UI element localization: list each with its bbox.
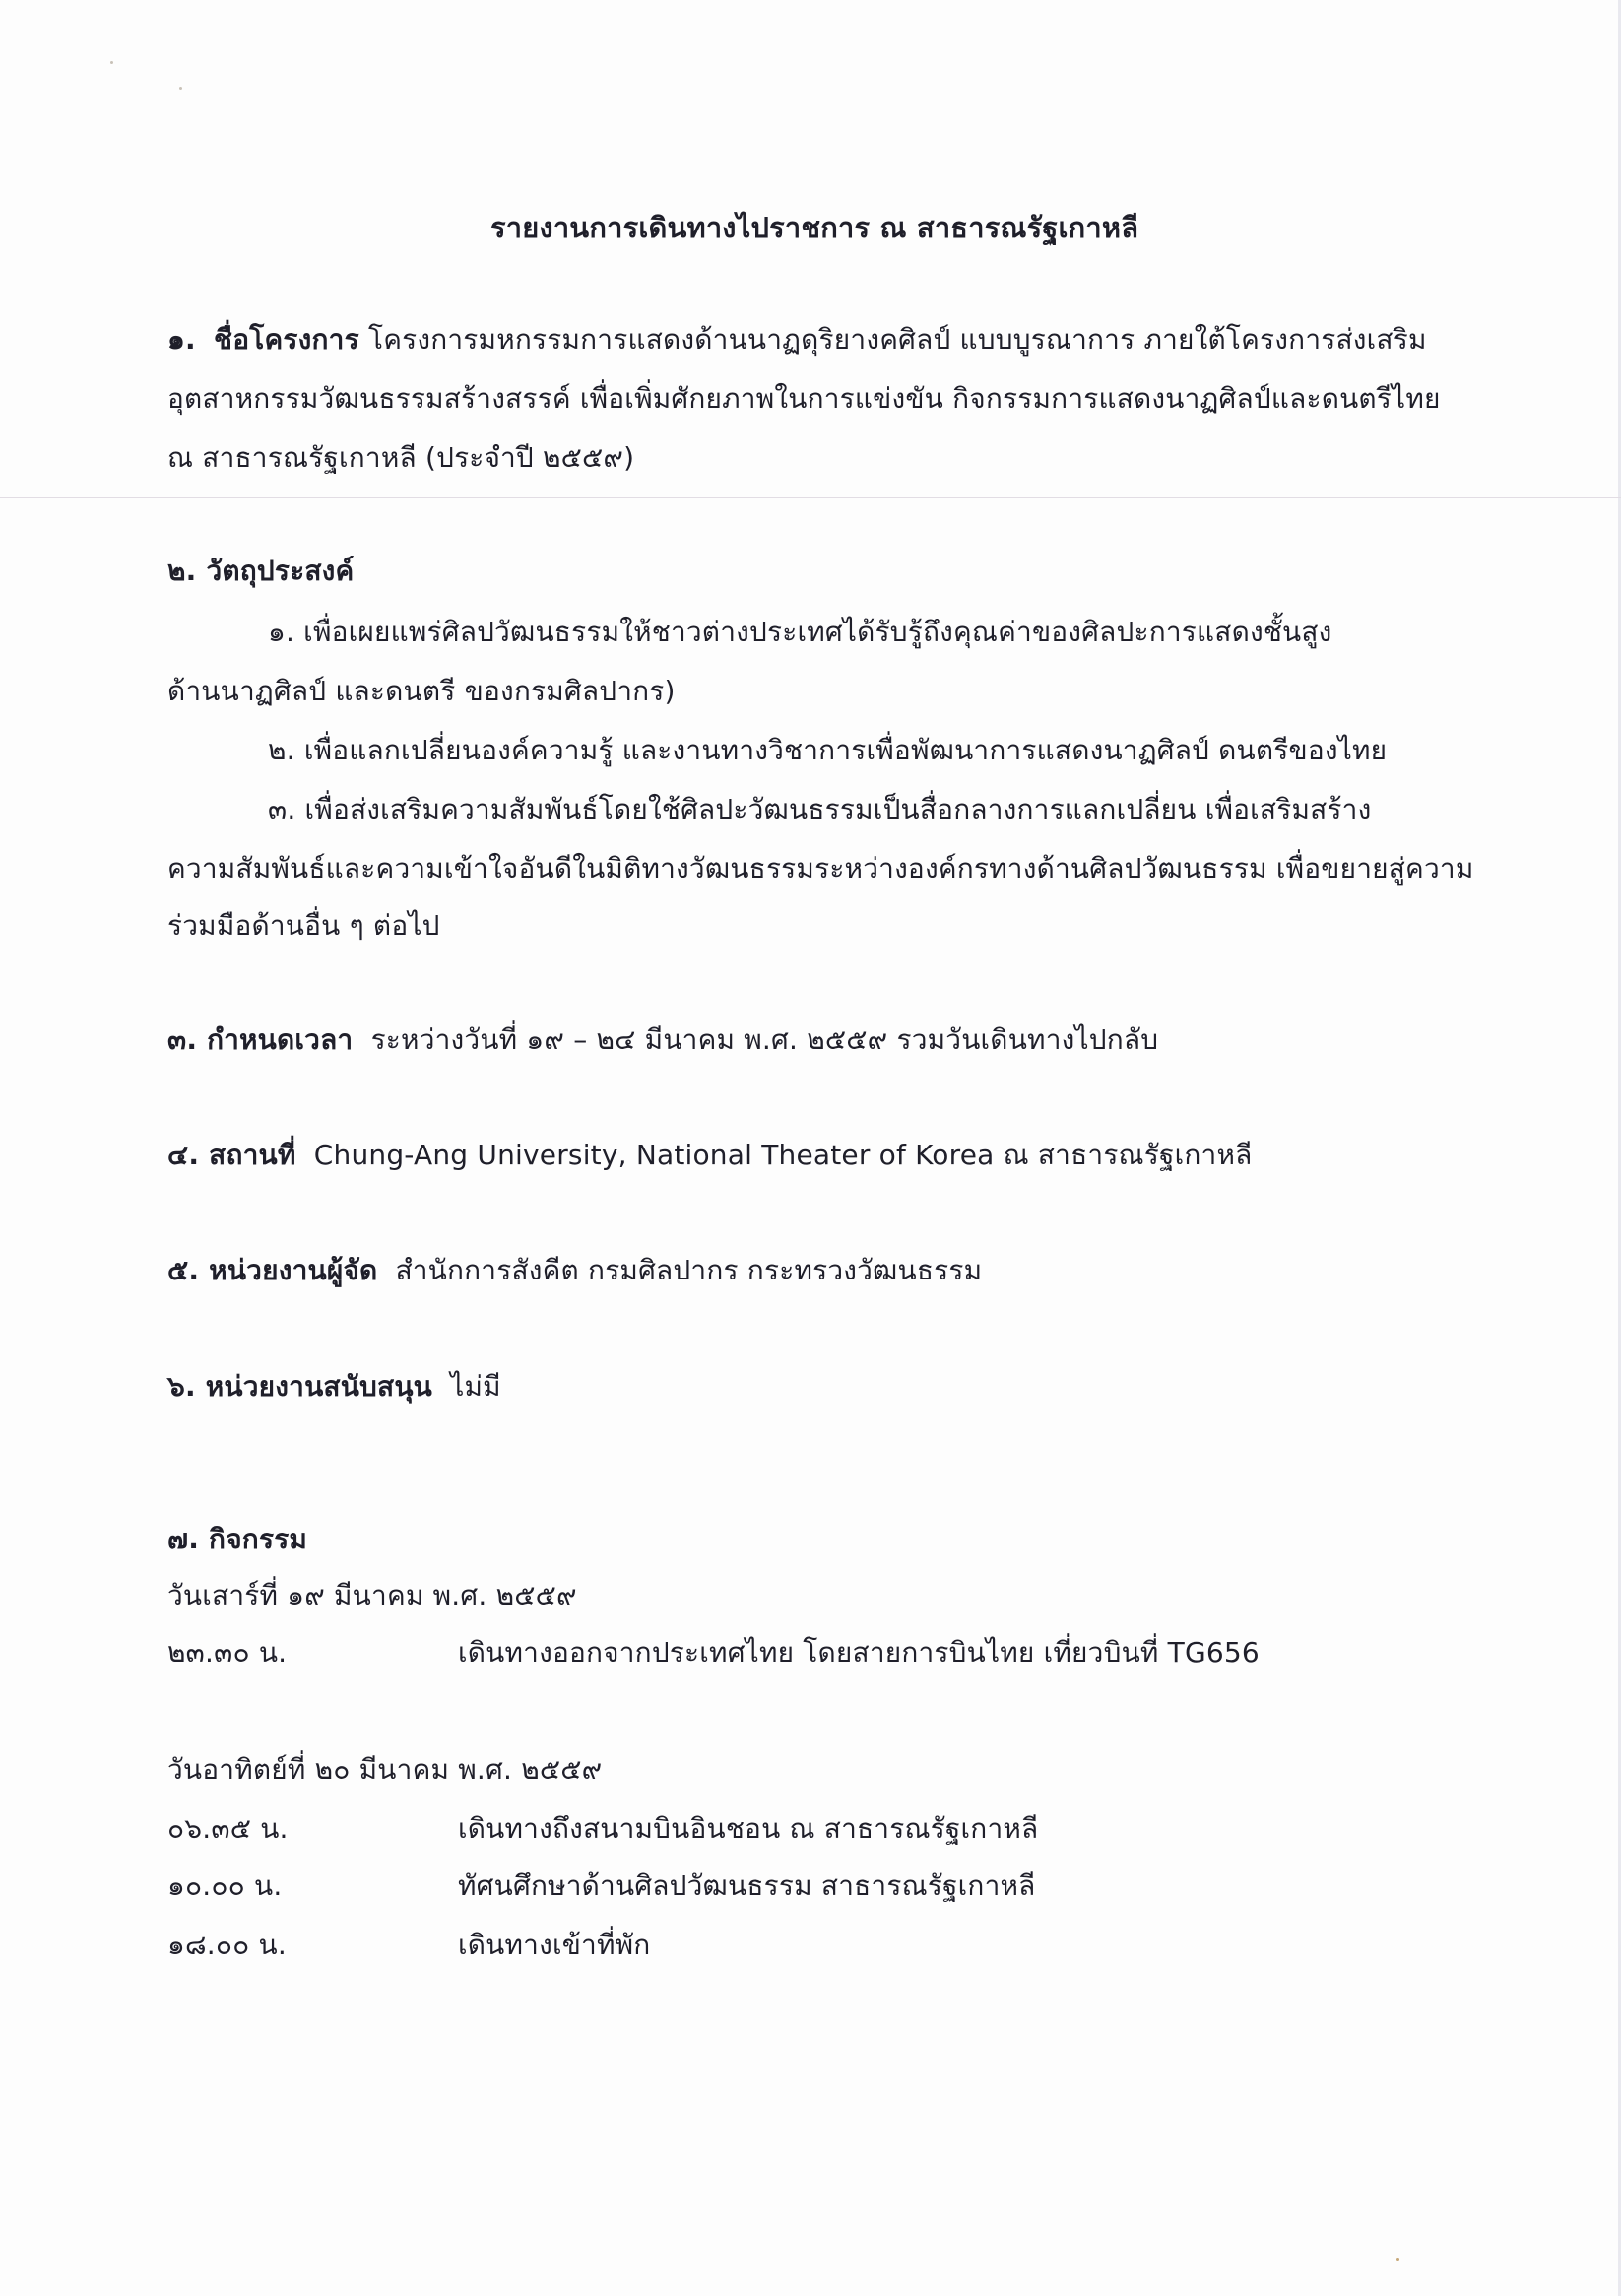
section-1-line-3: ณ สาธารณรัฐเกาหลี (ประจำปี ๒๕๕๙) [167,441,635,474]
objective-2: ๒. เพื่อแลกเปลี่ยนองค์ความรู้ และงานทางวิชาการเพื่อพัฒนาการแสดงนาฏศิลป์ ดนตรีของไทย [268,734,1388,766]
objective-3-line-2: ความสัมพันธ์และความเข้าใจอันดีในมิติทางวัฒนธรรมระหว่างองค์กรทางด้านศิลปวัฒนธรรม เพื่อขยายสู่ความ [167,852,1474,885]
section-6-label: ๖. หน่วยงานสนับสนุน [167,1370,432,1403]
section-6 [167,1367,501,1407]
day-2-date: วันอาทิตย์ที่ ๒๐ มีนาคม พ.ศ. ๒๕๕๙ [167,1753,603,1786]
objective-1-line-1: ๑. เพื่อเผยแพร่ศิลปวัฒนธรรมให้ชาวต่างประเทศได้รับรู้ถึงคุณค่าของศิลปะการแสดงชั้นสูง [268,616,1332,648]
section-1-text: โครงการมหกรรมการแสดงด้านนาฏดุริยางคศิลป์ แบบบูรณาการ ภายใต้โครงการส่งเสริม [367,323,1427,356]
section-5 [167,1251,982,1290]
section-6-text: ไม่มี [450,1370,501,1403]
section-3-label: ๓. กำหนดเวลา [167,1023,354,1056]
section-2-heading: ๒. วัตถุประสงค์ [167,555,355,587]
schedule-description: เดินทางถึงสนามบินอินชอน ณ สาธารณรัฐเกาหลี [458,1812,1039,1845]
section-7-heading: ๗. กิจกรรม [167,1523,308,1555]
schedule-description: เดินทางออกจากประเทศไทย โดยสายการบินไทย เที่ยวบินที่ TG656 [458,1636,1260,1669]
schedule-description: ทัศนศึกษาด้านศิลปวัฒนธรรม สาธารณรัฐเกาหลี [458,1870,1036,1902]
schedule-time: ๐๖.๓๕ น. [167,1812,289,1845]
section-4-label: ๔. สถานที่ [167,1139,296,1171]
schedule-time: ๑๘.๐๐ น. [167,1929,287,1961]
section-1-number: ๑. [167,323,196,356]
section-1-line-2: อุตสาหกรรมวัฒนธรรมสร้างสรรค์ เพื่อเพิ่มศักยภาพในการแข่งขัน กิจกรรมการแสดงนาฏศิลป์และดนตรีไทย [167,382,1441,415]
section-4 [167,1136,1252,1175]
section-4-text: Chung-Ang University, National Theater of Korea ณ สาธารณรัฐเกาหลี [313,1139,1253,1171]
section-3-text: ระหว่างวันที่ ๑๙ – ๒๔ มีนาคม พ.ศ. ๒๕๕๙ รวมวันเดินทางไปกลับ [370,1023,1159,1056]
schedule-time: ๑๐.๐๐ น. [167,1870,283,1902]
section-5-label: ๕. หน่วยงานผู้จัด [167,1254,378,1286]
section-3 [167,1020,1158,1060]
document-title: รายงานการเดินทางไปราชการ ณ สาธารณรัฐเกาหลี [490,211,1139,244]
section-1-label: ชื่อโครงการ [214,323,359,356]
section-5-text: สำนักการสังคีต กรมศิลปากร กระทรวงวัฒนธรรม [395,1254,983,1286]
scan-speck [1396,2258,1399,2261]
scan-line [0,497,1621,498]
schedule-time: ๒๓.๓๐ น. [167,1636,288,1669]
objective-3-line-1: ๓. เพื่อส่งเสริมความสัมพันธ์โดยใช้ศิลปะวัฒนธรรมเป็นสื่อกลางการแลกเปลี่ยน เพื่อเสริมสร้าง [268,793,1372,825]
scan-speck [110,61,113,64]
objective-1-line-2: ด้านนาฏศิลป์ และดนตรี ของกรมศิลปากร) [167,675,676,707]
objective-3-line-3: ร่วมมือด้านอื่น ๆ ต่อไป [167,909,440,942]
section-1-line-1 [167,320,1427,360]
scan-speck [179,87,182,90]
schedule-description: เดินทางเข้าที่พัก [458,1929,651,1961]
day-1-date: วันเสาร์ที่ ๑๙ มีนาคม พ.ศ. ๒๕๕๙ [167,1579,577,1611]
